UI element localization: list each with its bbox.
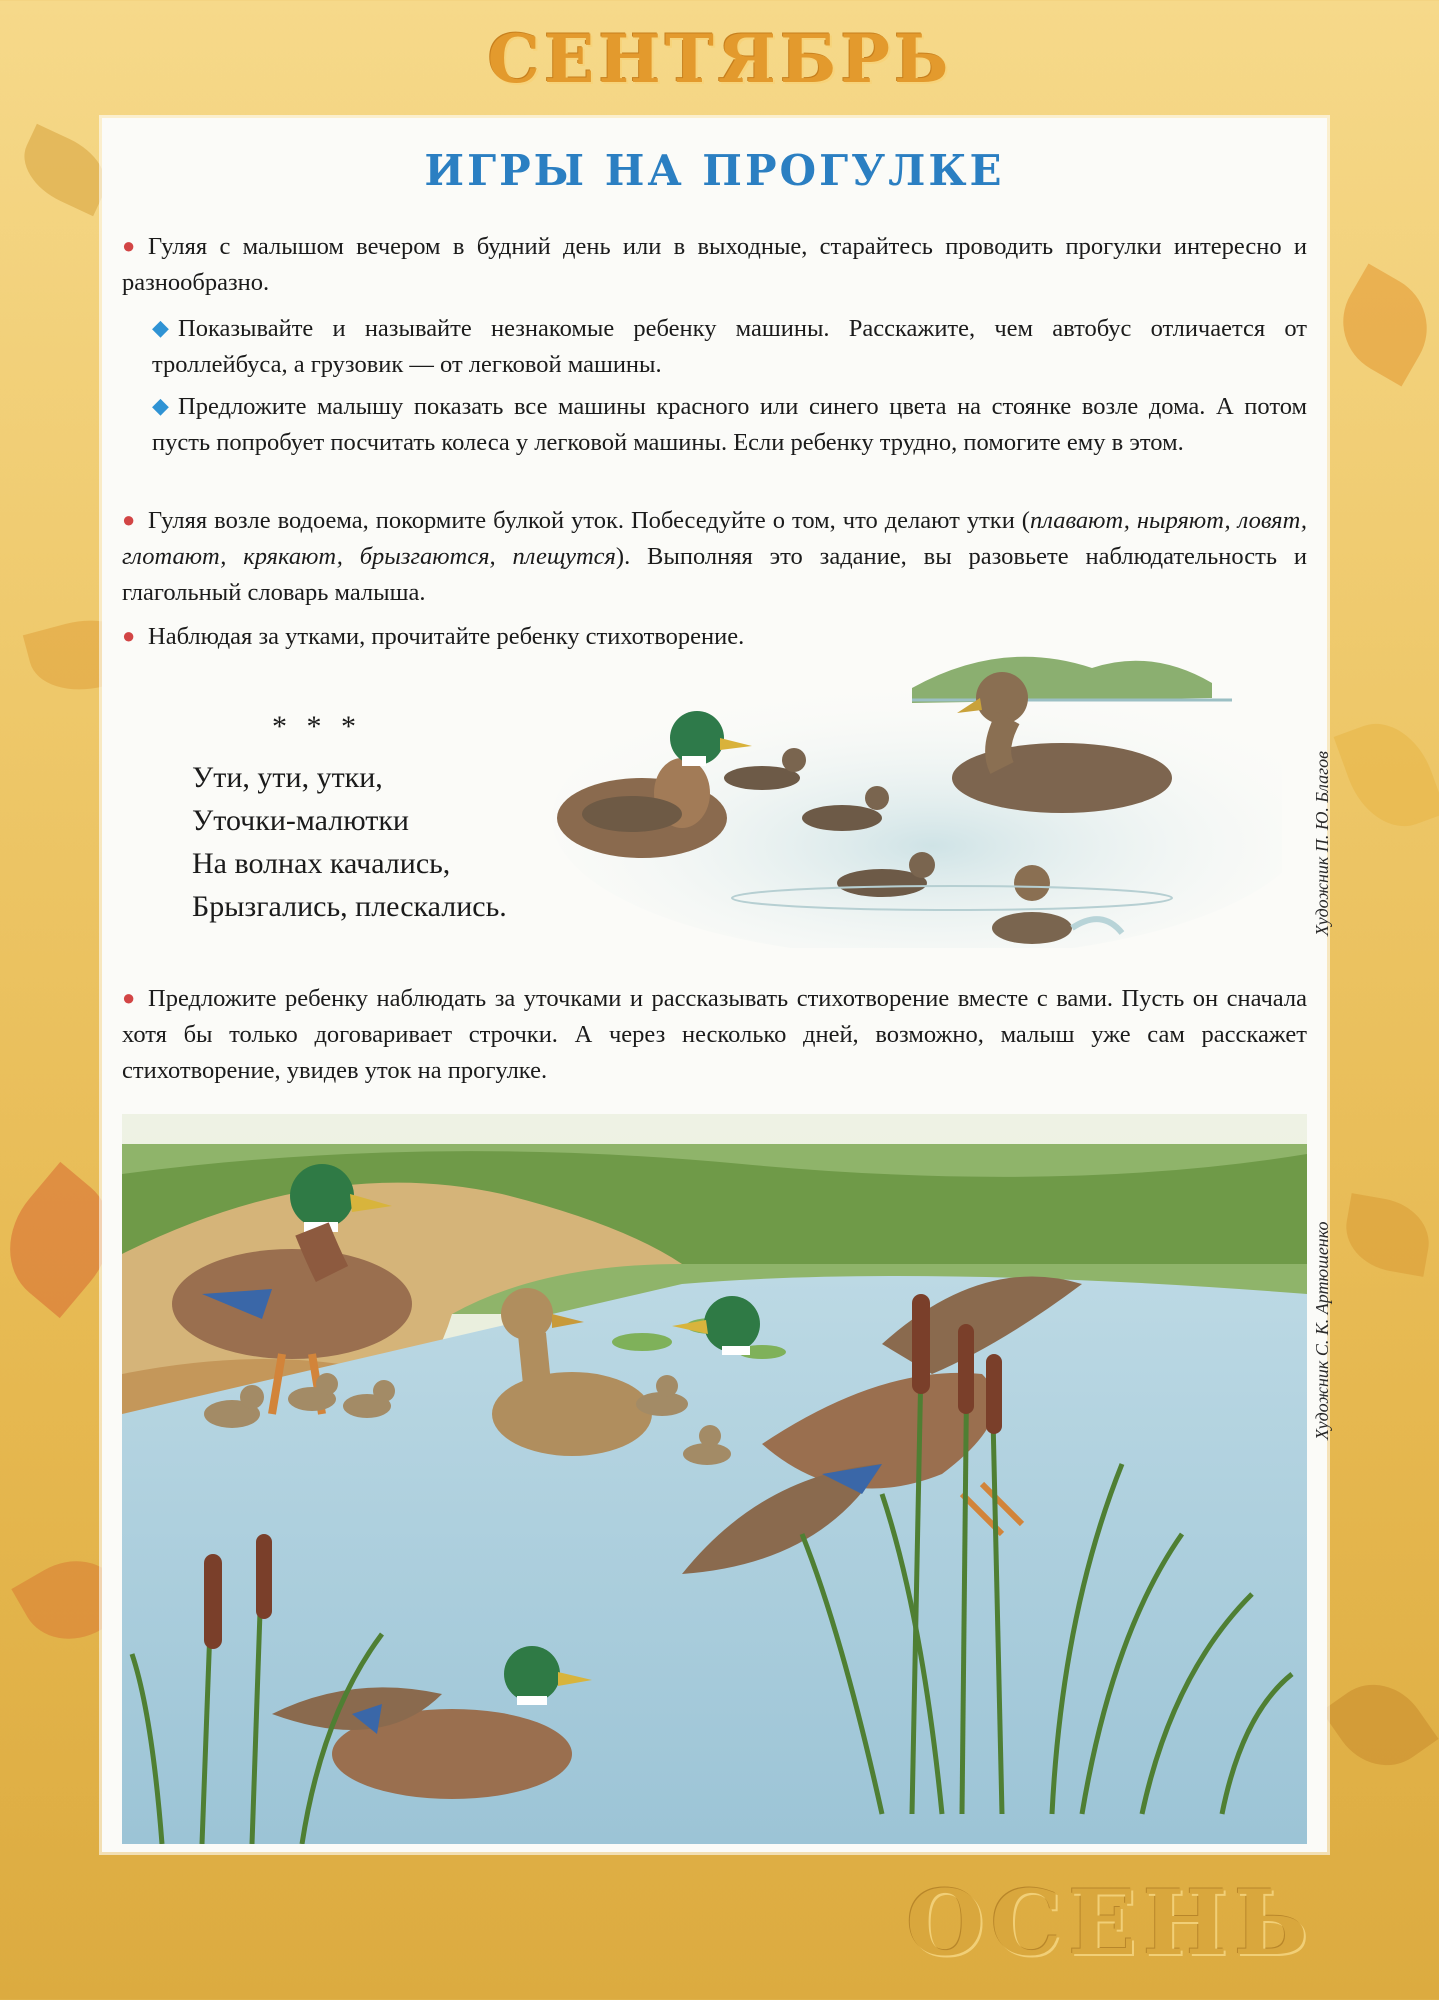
red-bullet-icon: ● (122, 985, 136, 1010)
poem (192, 756, 507, 928)
decorative-leaf (1340, 1193, 1436, 1277)
season-heading: ОСЕНЬ (906, 1870, 1314, 1976)
poem-line: Брызгались, плескались. (192, 890, 507, 923)
poem-line: На волнах качались, (192, 847, 451, 880)
decorative-leaf (1334, 710, 1439, 841)
poem-line: Уточки-малютки (192, 804, 409, 837)
paragraph-text: Предложите ребенку наблюдать за уточками и рассказывать стихотворение вместе с вами. Пусть он сначала хотя бы только договаривает строчки. А через несколько дней, возможно, малыш уже сам расскажет стихотворение, увидев уток на прогулке. (122, 985, 1307, 1084)
paragraph (122, 228, 1307, 301)
paragraph-text: Предложите малышу показать все машины красного или синего цвета на стоянке возле дома. А потом пусть попробует посчитать колеса у легковой машины. Если ребенку трудно, помогите ему в этом. (152, 393, 1307, 456)
red-bullet-icon: ● (122, 233, 136, 258)
content-panel (102, 118, 1332, 1852)
paragraph-text: Наблюдая за утками, прочитайте ребенку стихотворение. (148, 623, 745, 650)
blue-diamond-bullet-icon: ◆ (152, 393, 169, 418)
paragraph (122, 502, 1307, 611)
paragraph-text: ). Выполняя это задание, вы разовьете наблюдательность и глагольный словарь малыша. (122, 543, 1308, 606)
poem-line: Ути, ути, утки, (192, 761, 383, 794)
red-bullet-icon: ● (122, 507, 136, 532)
sub-paragraph (152, 388, 1307, 461)
month-heading: СЕНТЯБРЬ (487, 20, 953, 98)
page-title: ИГРЫ НА ПРОГУЛКЕ (424, 146, 1005, 195)
paragraph-text: Гуляя возле водоема, покормите булкой уток. Побеседуйте о том, что делают утки ( (148, 507, 1030, 534)
red-bullet-icon: ● (122, 623, 136, 648)
pond-with-ducks-illustration (122, 1114, 1307, 1844)
illustration-credit: Художник С. К. Артюшенко (1312, 1221, 1332, 1440)
paragraph-text: Гуляя с малышом вечером в будний день или в выходные, старайтесь проводить прогулки интересно и разнообразно. (122, 233, 1307, 296)
ducks-on-lake-illustration (532, 628, 1282, 948)
decorative-leaf (1324, 264, 1439, 387)
blue-diamond-bullet-icon: ◆ (152, 315, 169, 340)
poem-stars: * * * (272, 710, 362, 743)
illustration-credit: Художник П. Ю. Благов (1312, 751, 1332, 936)
paragraph-text: Показывайте и называйте незнакомые ребенку машины. Расскажите, чем автобус отличается от троллейбуса, а грузовик — от легковой машины. (152, 315, 1307, 378)
decorative-leaf (1321, 1665, 1438, 1785)
paragraph-italic-text: плавают, ныряют, ловят, глотают, крякают, брызгаются, плещутся (122, 507, 1308, 570)
paragraph (122, 980, 1307, 1089)
sub-paragraph (152, 310, 1307, 383)
